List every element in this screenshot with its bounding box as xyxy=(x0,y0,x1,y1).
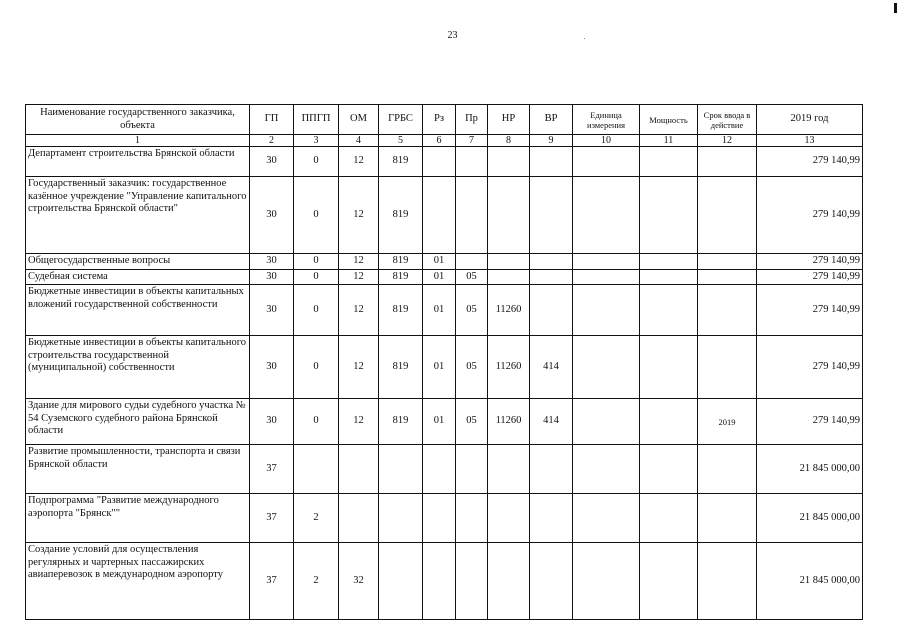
row-name-cell: Подпрограмма "Развитие международного аэропорта "Брянск"" xyxy=(26,494,250,543)
budget-table xyxy=(25,104,863,620)
code-cell: 32 xyxy=(339,543,379,620)
code-cell: 0 xyxy=(294,336,339,399)
table-row xyxy=(26,254,863,270)
code-cell: 05 xyxy=(456,269,488,285)
code-cell: 819 xyxy=(379,147,423,177)
code-cell: 12 xyxy=(339,177,379,254)
code-cell: 05 xyxy=(456,285,488,336)
code-cell xyxy=(640,445,698,494)
code-cell xyxy=(573,269,640,285)
code-cell: 01 xyxy=(423,336,456,399)
code-cell xyxy=(423,543,456,620)
code-cell xyxy=(530,285,573,336)
code-cell xyxy=(698,177,757,254)
code-cell: 05 xyxy=(456,399,488,445)
column-number: 5 xyxy=(379,135,423,147)
code-cell: 30 xyxy=(250,399,294,445)
column-number: 8 xyxy=(488,135,530,147)
column-header: НР xyxy=(488,105,530,135)
column-header: ГРБС xyxy=(379,105,423,135)
column-number: 10 xyxy=(573,135,640,147)
code-cell xyxy=(640,269,698,285)
code-cell xyxy=(379,445,423,494)
column-header: Пр xyxy=(456,105,488,135)
code-cell xyxy=(640,399,698,445)
code-cell xyxy=(456,254,488,270)
code-cell xyxy=(456,177,488,254)
code-cell xyxy=(379,543,423,620)
code-cell xyxy=(423,147,456,177)
table-row xyxy=(26,494,863,543)
code-cell: 30 xyxy=(250,269,294,285)
column-number: 6 xyxy=(423,135,456,147)
code-cell xyxy=(573,445,640,494)
code-cell: 0 xyxy=(294,399,339,445)
code-cell: 2019 xyxy=(698,399,757,445)
amount-cell: 279 140,99 xyxy=(757,399,863,445)
code-cell: 819 xyxy=(379,254,423,270)
code-cell xyxy=(640,177,698,254)
amount-cell: 21 845 000,00 xyxy=(757,543,863,620)
row-name-cell: Развитие промышленности, транспорта и связи Брянской области xyxy=(26,445,250,494)
code-cell: 37 xyxy=(250,494,294,543)
code-cell xyxy=(640,543,698,620)
code-cell: 0 xyxy=(294,147,339,177)
table-body xyxy=(26,105,863,620)
code-cell: 01 xyxy=(423,254,456,270)
column-number-row xyxy=(26,135,863,147)
column-number: 11 xyxy=(640,135,698,147)
amount-cell: 279 140,99 xyxy=(757,254,863,270)
row-name-cell: Общегосударственные вопросы xyxy=(26,254,250,270)
code-cell: 01 xyxy=(423,285,456,336)
code-cell xyxy=(488,543,530,620)
code-cell xyxy=(530,445,573,494)
code-cell: 819 xyxy=(379,269,423,285)
code-cell xyxy=(698,445,757,494)
column-header: Мощность xyxy=(640,105,698,135)
code-cell xyxy=(698,494,757,543)
code-cell xyxy=(456,147,488,177)
code-cell: 819 xyxy=(379,177,423,254)
code-cell: 12 xyxy=(339,147,379,177)
code-cell: 0 xyxy=(294,254,339,270)
code-cell xyxy=(488,147,530,177)
amount-cell: 279 140,99 xyxy=(757,147,863,177)
code-cell: 0 xyxy=(294,269,339,285)
column-number: 12 xyxy=(698,135,757,147)
column-header: Срок ввода в действие xyxy=(698,105,757,135)
code-cell: 819 xyxy=(379,336,423,399)
table-row xyxy=(26,285,863,336)
code-cell xyxy=(456,543,488,620)
amount-cell: 279 140,99 xyxy=(757,269,863,285)
code-cell xyxy=(640,285,698,336)
column-header: ОМ xyxy=(339,105,379,135)
code-cell: 01 xyxy=(423,269,456,285)
page-number: 23 xyxy=(447,30,458,41)
code-cell xyxy=(488,269,530,285)
row-name-cell: Государственный заказчик: государственное казённое учреждение "Управление капитального строительства Брянской области" xyxy=(26,177,250,254)
code-cell: 0 xyxy=(294,285,339,336)
code-cell xyxy=(573,399,640,445)
amount-cell: 279 140,99 xyxy=(757,177,863,254)
code-cell xyxy=(530,177,573,254)
code-cell: 414 xyxy=(530,399,573,445)
code-cell: 30 xyxy=(250,285,294,336)
code-cell xyxy=(488,254,530,270)
code-cell: 01 xyxy=(423,399,456,445)
column-number: 7 xyxy=(456,135,488,147)
table-row xyxy=(26,177,863,254)
column-header: ППГП xyxy=(294,105,339,135)
header-row xyxy=(26,105,863,135)
amount-cell: 279 140,99 xyxy=(757,336,863,399)
code-cell: 05 xyxy=(456,336,488,399)
code-cell xyxy=(294,445,339,494)
code-cell: 11260 xyxy=(488,399,530,445)
code-cell xyxy=(573,336,640,399)
code-cell: 11260 xyxy=(488,285,530,336)
column-number: 3 xyxy=(294,135,339,147)
code-cell xyxy=(573,177,640,254)
code-cell xyxy=(488,494,530,543)
code-cell xyxy=(698,254,757,270)
code-cell xyxy=(530,494,573,543)
code-cell xyxy=(640,147,698,177)
code-cell xyxy=(456,494,488,543)
code-cell xyxy=(530,543,573,620)
table-row xyxy=(26,445,863,494)
code-cell: 12 xyxy=(339,399,379,445)
code-cell: 11260 xyxy=(488,336,530,399)
code-cell: 37 xyxy=(250,543,294,620)
code-cell: 2 xyxy=(294,543,339,620)
code-cell xyxy=(640,254,698,270)
table-row xyxy=(26,269,863,285)
table-row xyxy=(26,543,863,620)
code-cell xyxy=(698,285,757,336)
row-name-cell: Судебная система xyxy=(26,269,250,285)
code-cell xyxy=(698,269,757,285)
column-header: Наименование государственного заказчика, объекта xyxy=(26,105,250,135)
table-row xyxy=(26,399,863,445)
code-cell xyxy=(573,494,640,543)
code-cell xyxy=(573,285,640,336)
row-name-cell: Бюджетные инвестиции в объекты капитального строительства государственной (муниципальной) собственности xyxy=(26,336,250,399)
table-row xyxy=(26,147,863,177)
code-cell: 414 xyxy=(530,336,573,399)
code-cell xyxy=(573,147,640,177)
column-number: 4 xyxy=(339,135,379,147)
code-cell xyxy=(530,147,573,177)
column-header: Рз xyxy=(423,105,456,135)
code-cell: 12 xyxy=(339,285,379,336)
code-cell: 37 xyxy=(250,445,294,494)
code-cell: 12 xyxy=(339,269,379,285)
code-cell xyxy=(339,445,379,494)
code-cell: 0 xyxy=(294,177,339,254)
code-cell: 819 xyxy=(379,285,423,336)
column-header: ВР xyxy=(530,105,573,135)
code-cell: 30 xyxy=(250,254,294,270)
code-cell: 819 xyxy=(379,399,423,445)
amount-cell: 21 845 000,00 xyxy=(757,445,863,494)
code-cell xyxy=(339,494,379,543)
row-name-cell: Создание условий для осуществления регулярных и чартерных пассажирских авиаперевозок в международном аэропорту xyxy=(26,543,250,620)
column-number: 2 xyxy=(250,135,294,147)
row-name-cell: Здание для мирового судьи судебного участка № 54 Суземского судебного района Брянской области xyxy=(26,399,250,445)
code-cell xyxy=(698,543,757,620)
code-cell xyxy=(698,336,757,399)
code-cell: 12 xyxy=(339,336,379,399)
code-cell: 2 xyxy=(294,494,339,543)
code-cell xyxy=(488,177,530,254)
code-cell xyxy=(488,445,530,494)
margin-mark xyxy=(894,3,897,13)
code-cell xyxy=(379,494,423,543)
code-cell xyxy=(423,445,456,494)
amount-cell: 21 845 000,00 xyxy=(757,494,863,543)
code-cell xyxy=(423,177,456,254)
code-cell xyxy=(573,254,640,270)
code-cell xyxy=(530,254,573,270)
code-cell xyxy=(573,543,640,620)
code-cell xyxy=(423,494,456,543)
code-cell xyxy=(698,147,757,177)
code-cell: 30 xyxy=(250,336,294,399)
column-header: 2019 год xyxy=(757,105,863,135)
code-cell: 30 xyxy=(250,177,294,254)
amount-cell: 279 140,99 xyxy=(757,285,863,336)
row-name-cell: Департамент строительства Брянской области xyxy=(26,147,250,177)
code-cell xyxy=(456,445,488,494)
code-cell: 12 xyxy=(339,254,379,270)
column-number: 9 xyxy=(530,135,573,147)
column-header: ГП xyxy=(250,105,294,135)
code-cell: 30 xyxy=(250,147,294,177)
row-name-cell: Бюджетные инвестиции в объекты капитальных вложений государственной собственности xyxy=(26,285,250,336)
column-number: 13 xyxy=(757,135,863,147)
code-cell xyxy=(640,336,698,399)
code-cell xyxy=(640,494,698,543)
column-header: Единица измерения xyxy=(573,105,640,135)
table-row xyxy=(26,336,863,399)
column-number: 1 xyxy=(26,135,250,147)
code-cell xyxy=(530,269,573,285)
